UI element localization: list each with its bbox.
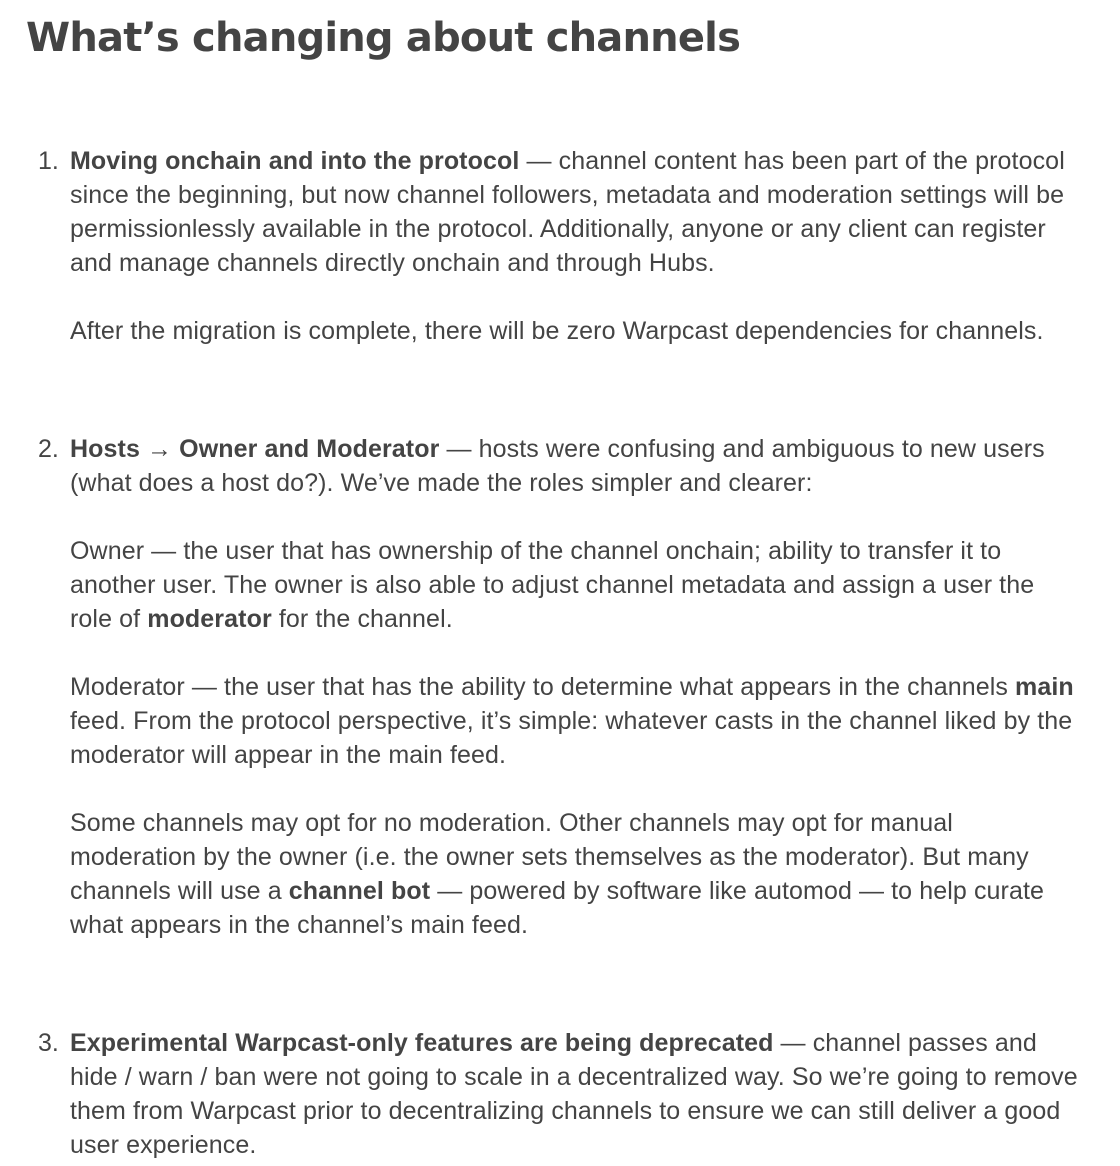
item-paragraph: After the migration is complete, there will be zero Warpcast dependencies for channels. bbox=[70, 317, 1044, 345]
item-heading: Hosts → Owner and Moderator bbox=[70, 435, 440, 463]
owner-paragraph: Owner — the user that has ownership of the channel onchain; ability to transfer it to another user. The owner is also able to adjust channel metadata and assign a user the role of moderator for the channel. bbox=[70, 537, 1035, 633]
list-number: 3. bbox=[38, 1029, 59, 1057]
list-number: 2. bbox=[38, 435, 59, 463]
item-paragraph: Moving onchain and into the protocol — channel content has been part of the protocol since the beginning, but now channel followers, metadata and moderation settings will be permissionlessly available in the protocol. Additionally, anyone or any client can register and manage channels directly onchain and through Hubs. bbox=[70, 147, 1065, 277]
item-paragraph: Experimental Warpcast-only features are being deprecated — channel passes and hide / warn / ban were not going to scale in a decentralized way. So we’re going to remove them from Warpcast prior to decentralizing channels to ensure we can still deliver a good user experience. bbox=[70, 1029, 1078, 1159]
moderator-paragraph: Moderator — the user that has the ability to determine what appears in the channels main feed. From the protocol perspective, it’s simple: whatever casts in the channel liked by the moderator will appear in the main feed. bbox=[70, 673, 1074, 769]
moderation-options-paragraph: Some channels may opt for no moderation. Other channels may opt for manual moderation by the owner (i.e. the owner sets themselves as the moderator). But many channels will use a channel bot — powered by software like automod — to help curate what appears in the channel’s main feed. bbox=[70, 809, 1045, 939]
page-title: What’s changing about channels bbox=[26, 15, 741, 61]
list-number: 1. bbox=[38, 147, 59, 175]
item-heading: Experimental Warpcast-only features are being deprecated bbox=[70, 1029, 774, 1057]
item-paragraph: Hosts → Owner and Moderator — hosts were confusing and ambiguous to new users (what does a host do?). We’ve made the roles simpler and clearer: bbox=[70, 435, 1045, 497]
changes-list bbox=[26, 144, 1120, 1162]
list-item bbox=[26, 144, 1080, 348]
list-item bbox=[26, 1026, 1080, 1162]
list-item bbox=[26, 432, 1080, 942]
item-heading: Moving onchain and into the protocol bbox=[70, 147, 520, 175]
